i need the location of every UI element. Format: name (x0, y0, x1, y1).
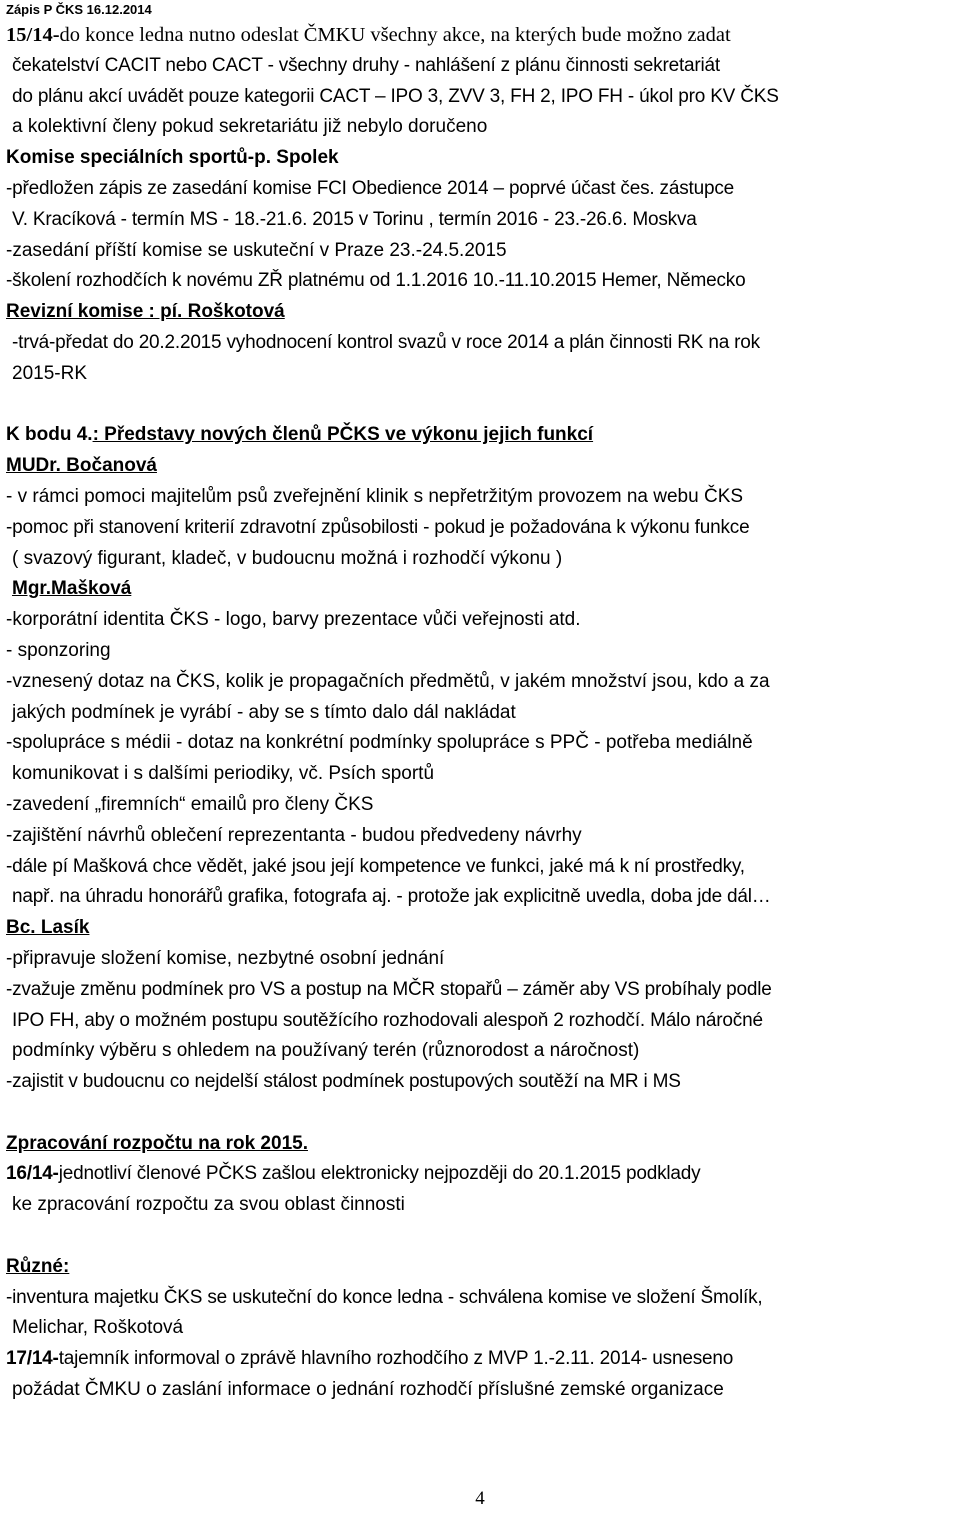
section-heading: : Představy nových členů PČKS ve výkonu jejich funkcí (92, 424, 594, 446)
resolution-line (6, 1344, 958, 1375)
text-line: IPO FH, aby o možném postupu soutěžícího rozhodovali alespoň 2 rozhodčí. Málo náročné (12, 1009, 763, 1031)
document-body (6, 20, 958, 1406)
resolution-text: tajemník informoval o zprávě hlavního rozhodčího z MVP 1.-2.11. 2014- usneseno (58, 1348, 734, 1370)
section-heading: Komise speciálních sportů-p. Spolek (6, 147, 339, 169)
text-line: -vznesený dotaz na ČKS, kolik je propagačních předmětů, v jakém množství jsou, kdo a za (6, 670, 770, 692)
text-line: - sponzoring (6, 639, 111, 661)
section-heading: Zpracování rozpočtu na rok 2015. (6, 1132, 308, 1154)
text-line: -zajistit v budoucnu co nejdelší stálost podmínek postupových soutěží na MR i MS (6, 1071, 681, 1093)
page-number: 4 (475, 1488, 485, 1509)
text-line: V. Kracíková - termín MS - 18.-21.6. 2015 v Torinu , termín 2016 - 23.-26.6. Moskva (12, 208, 697, 230)
member-name-heading: MUDr. Bočanová (6, 455, 157, 477)
resolution-line (6, 1159, 958, 1190)
section-heading: Různé: (6, 1255, 70, 1277)
text-line: ke zpracování rozpočtu za svou oblast činnosti (12, 1194, 405, 1216)
text-line: -inventura majetku ČKS se uskuteční do konce ledna - schválena komise ve složení Šmolík, (6, 1286, 763, 1308)
text-line: ( svazový figurant, kladeč, v budoucnu možná i rozhodčí výkonu ) (12, 547, 563, 569)
page-header: Zápis P ČKS 16.12.2014 (6, 2, 152, 17)
blank-line (6, 1098, 958, 1129)
resolution-number: 16/14- (6, 1163, 59, 1185)
member-name-heading: Bc. Lasík (6, 917, 90, 939)
text-line: do plánu akcí uvádět pouze kategorii CACT – IPO 3, ZVV 3, FH 2, IPO FH - úkol pro KV ČKS (12, 85, 779, 107)
text-line: - v rámci pomoci majitelům psů zveřejnění klinik s nepřetržitým provozem na webu ČKS (6, 485, 744, 507)
blank-line (6, 1221, 958, 1252)
text-line: a kolektivní členy pokud sekretariátu již nebylo doručeno (12, 116, 488, 138)
text-line: -připravuje složení komise, nezbytné osobní jednání (6, 947, 445, 969)
text-line: -školení rozhodčích k novému ZŘ platnému od 1.1.2016 10.-11.10.2015 Hemer, Německo (6, 270, 746, 292)
text-line: požádat ČMKU o zaslání informace o jednání rozhodčí příslušné zemské organizace (12, 1379, 724, 1401)
text-line: podmínky výběru s ohledem na používaný terén (různorodost a náročnost) (12, 1040, 640, 1062)
text-line: např. na úhradu honorářů grafika, fotografa aj. - protože jak explicitně uvedla, doba jde dál… (12, 886, 771, 908)
resolution-text: jednotliví členové PČKS zašlou elektronicky nejpozději do 20.1.2015 podklady (58, 1163, 701, 1185)
text-line: Melichar, Roškotová (12, 1317, 184, 1339)
agenda-item-label: K bodu 4. (6, 424, 93, 446)
text-line: -zavedení „firemních“ emailů pro členy ČKS (6, 793, 374, 815)
text-line: -dále pí Mašková chce vědět, jaké jsou její kompetence ve funkci, jaké má k ní prostředky, (6, 855, 745, 877)
text-line: -trvá-předat do 20.2.2015 vyhodnocení kontrol svazů v roce 2014 a plán činnosti RK na rok (12, 331, 760, 353)
text-line: -korporátní identita ČKS - logo, barvy prezentace vůči veřejnosti atd. (6, 609, 581, 631)
resolution-text: do konce ledna nutno odeslat ČMKU všechny akce, na kterých bude možno zadat (59, 24, 731, 46)
blank-line (6, 390, 958, 421)
text-line: -zasedání příští komise se uskuteční v Praze 23.-24.5.2015 (6, 239, 507, 261)
section-heading-line (6, 420, 958, 451)
resolution-line (6, 20, 958, 51)
section-heading: Revizní komise : pí. Roškotová (6, 301, 285, 323)
resolution-number: 17/14- (6, 1348, 59, 1370)
text-line: jakých podmínek je vyrábí - aby se s tímto dalo dál nakládat (12, 701, 516, 723)
text-line: 2015-RK (12, 362, 87, 384)
text-line: -zajištění návrhů oblečení reprezentanta - budou předvedeny návrhy (6, 824, 582, 846)
text-line: -předložen zápis ze zasedání komise FCI Obedience 2014 – poprvé účast čes. zástupce (6, 177, 734, 199)
text-line: čekatelství CACIT nebo CACT - všechny druhy - nahlášení z plánu činnosti sekretariát (12, 54, 721, 76)
text-line: -pomoc při stanovení kriterií zdravotní způsobilosti - pokud je požadována k výkonu funkce (6, 516, 750, 538)
member-name-heading: Mgr.Mašková (12, 578, 132, 600)
resolution-number: 15/14- (6, 24, 60, 46)
text-line: -zvažuje změnu podmínek pro VS a postup na MČR stopařů – záměr aby VS probíhaly podle (6, 978, 772, 1000)
text-line: komunikovat i s dalšími periodiky, vč. Psích sportů (12, 763, 435, 785)
text-line: -spolupráce s médii - dotaz na konkrétní podmínky spolupráce s PPČ - potřeba mediálně (6, 732, 753, 754)
